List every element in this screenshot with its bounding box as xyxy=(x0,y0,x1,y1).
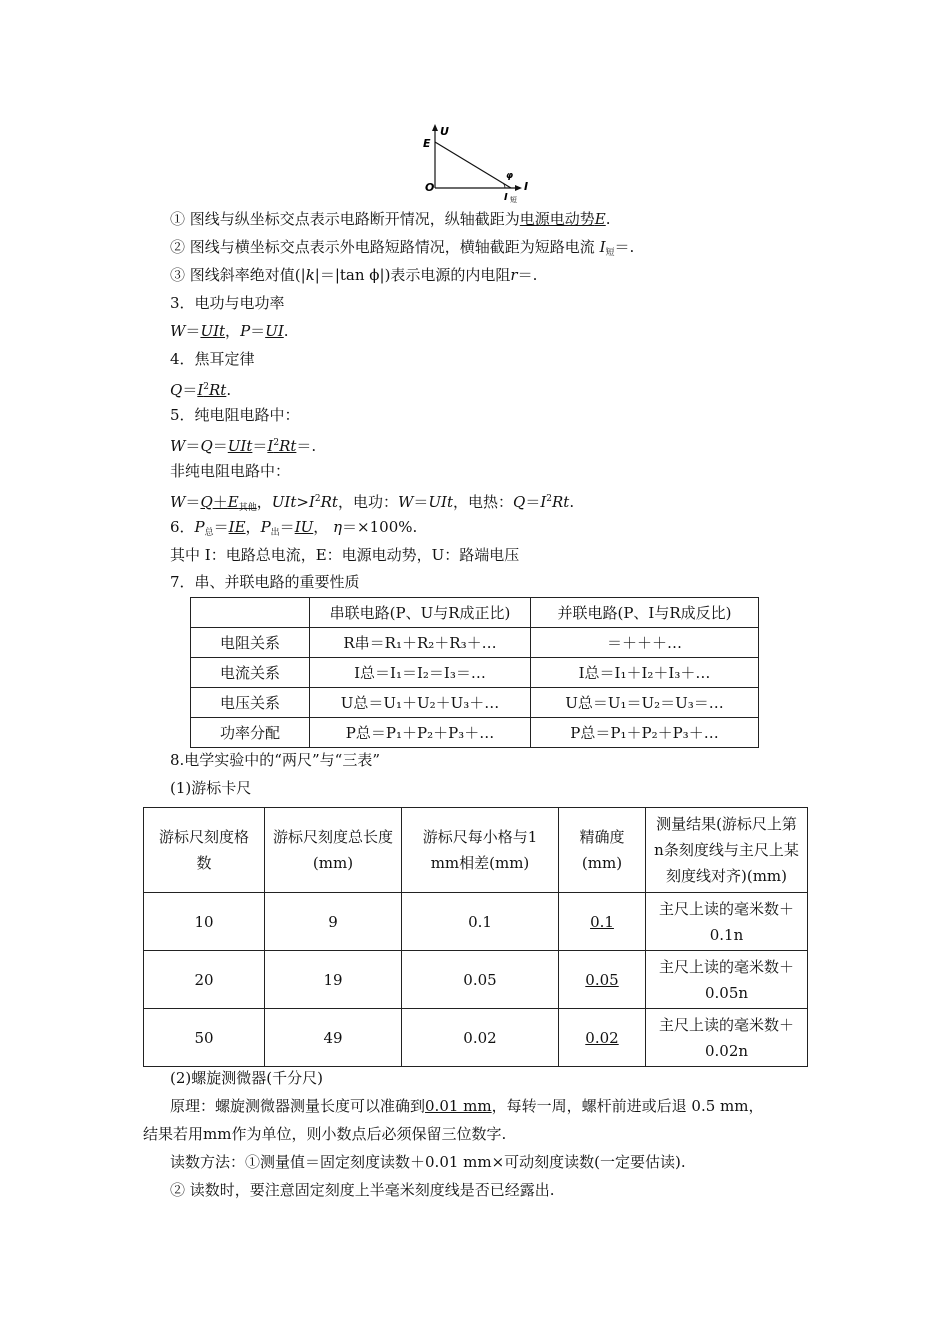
table-cell: 49 xyxy=(265,1009,402,1067)
section-3-title: 3．电功与电功率 xyxy=(170,294,285,312)
table-row xyxy=(144,893,808,951)
micrometer-reading: 读数方法：①测量值＝固定刻度读数＋0.01 mm×可动刻度读数(一定要估读). xyxy=(170,1153,686,1171)
table-cell: 0.02 xyxy=(559,1009,646,1067)
table-cell: ＝＋＋＋… xyxy=(531,628,759,658)
ishort-label: I xyxy=(504,192,508,203)
table-cell: U总＝U₁＝U₂＝U₃＝… xyxy=(531,688,759,718)
table-cell: I总＝I₁＝I₂＝I₃＝… xyxy=(310,658,531,688)
table-header-cell xyxy=(191,598,310,628)
table-row xyxy=(191,718,759,748)
micrometer-note: ② 读数时，要注意固定刻度上半毫米刻度线是否已经露出. xyxy=(170,1181,555,1199)
u-label: U xyxy=(440,125,449,138)
table-header-cell: 串联电路(P、U与R成正比) xyxy=(310,598,531,628)
section-4-title: 4．焦耳定律 xyxy=(170,350,255,368)
table-cell: 19 xyxy=(265,951,402,1009)
formula-joule: $Q=I^2Rt$. xyxy=(170,381,232,399)
table-cell: 10 xyxy=(144,893,265,951)
e-label: E xyxy=(423,137,431,150)
table-header-cell: 游标尺刻度总长度(mm) xyxy=(265,808,402,893)
table-header-cell: 游标尺刻度格数 xyxy=(144,808,265,893)
table-cell: U总＝U₁＋U₂＋U₃＋… xyxy=(310,688,531,718)
table-row xyxy=(144,808,808,893)
section-7-title: 7．串、并联电路的重要性质 xyxy=(170,573,360,591)
note-1: ① 图线与纵坐标交点表示电路断开情况，纵轴截距为电源电动势E. xyxy=(170,210,611,228)
table-cell: P总＝P₁＋P₂＋P₃＋… xyxy=(310,718,531,748)
ishort-sub: 短 xyxy=(510,196,517,204)
table-cell: 0.05 xyxy=(559,951,646,1009)
table-header-cell: 测量结果(游标尺上第n条刻度线与主尺上某刻度线对齐)(mm) xyxy=(646,808,808,893)
i-label: I xyxy=(524,180,529,193)
circuit-properties-table xyxy=(190,597,759,748)
phi-label: φ xyxy=(506,171,514,181)
table-cell: 50 xyxy=(144,1009,265,1067)
table-cell: 0.02 xyxy=(402,1009,559,1067)
formula-power: W＝UIt，P＝UI. xyxy=(170,322,289,340)
table-cell: 0.05 xyxy=(402,951,559,1009)
vernier-caliper-title: (1)游标卡尺 xyxy=(170,779,252,797)
table-cell: R串＝R₁＋R₂＋R₃＋… xyxy=(310,628,531,658)
table-cell: 主尺上读的毫米数＋ 0.05n xyxy=(646,951,808,1009)
table-row xyxy=(191,658,759,688)
table-cell: 主尺上读的毫米数＋ 0.1n xyxy=(646,893,808,951)
micrometer-principle: 原理：螺旋测微器测量长度可以准确到0.01 mm，每转一周，螺杆前进或后退 0.5 mm， xyxy=(170,1097,764,1115)
table-cell: 9 xyxy=(265,893,402,951)
ui-graph xyxy=(418,120,538,205)
table-row xyxy=(144,1009,808,1067)
table-row xyxy=(191,598,759,628)
origin-label: O xyxy=(425,181,435,194)
formula-nonpure: $W=Q+E_{其他}$，$UIt>I^2Rt$，电功：W＝UIt，电热：$Q=I^2Rt$. xyxy=(170,493,575,513)
note-3: ③ 图线斜率绝对值(|k|＝|tan ϕ|)表示电源的内电阻r＝. xyxy=(170,266,538,284)
ui-line xyxy=(435,142,514,188)
table-cell: 电压关系 xyxy=(191,688,310,718)
section-5-title: 5．纯电阻电路中： xyxy=(170,406,300,424)
table-cell: P总＝P₁＋P₂＋P₃＋… xyxy=(531,718,759,748)
table-cell: 主尺上读的毫米数＋ 0.02n xyxy=(646,1009,808,1067)
vernier-caliper-table xyxy=(143,807,808,1067)
table-cell: 20 xyxy=(144,951,265,1009)
table-cell: 功率分配 xyxy=(191,718,310,748)
table-header-cell: 游标尺每小格与1 mm相差(mm) xyxy=(402,808,559,893)
table-cell: 0.1 xyxy=(559,893,646,951)
formula-pure: $W=Q=UIt=I^2Rt=$. xyxy=(170,437,317,455)
legend-line: 其中 I：电路总电流，E：电源电动势，U：路端电压 xyxy=(170,546,520,564)
note-2: ② 图线与横坐标交点表示外电路短路情况，横轴截距为短路电流 $I_短=$. xyxy=(170,238,635,258)
section-8-title: 8.电学实验中的“两尺”与“三表” xyxy=(170,751,380,769)
table-header-cell: 精确度(mm) xyxy=(559,808,646,893)
formula-efficiency: 6．$P_总=IE$，$P_出=IU$， η＝×100%. xyxy=(170,518,418,538)
table-cell: I总＝I₁＋I₂＋I₃＋… xyxy=(531,658,759,688)
table-row xyxy=(191,628,759,658)
table-header-cell: 并联电路(P、I与R成反比) xyxy=(531,598,759,628)
table-cell: 0.1 xyxy=(402,893,559,951)
y-axis-arrow xyxy=(432,124,438,131)
micrometer-title: (2)螺旋测微器(千分尺) xyxy=(170,1069,323,1087)
table-row xyxy=(191,688,759,718)
table-row xyxy=(144,951,808,1009)
table-cell: 电阻关系 xyxy=(191,628,310,658)
x-axis-arrow xyxy=(515,185,522,191)
nonpure-title: 非纯电阻电路中： xyxy=(170,462,291,480)
micrometer-result: 结果若用mm作为单位，则小数点后必须保留三位数字. xyxy=(143,1125,507,1143)
table-cell: 电流关系 xyxy=(191,658,310,688)
